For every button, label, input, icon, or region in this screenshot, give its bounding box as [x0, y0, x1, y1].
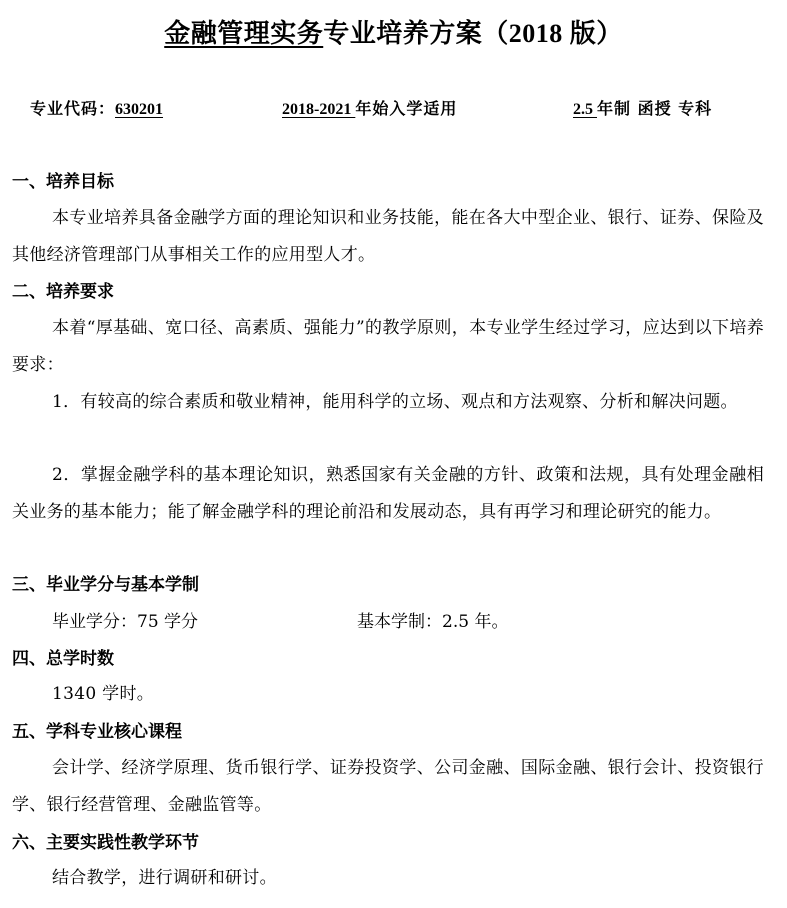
total-hours-value: 1340 学时。 — [52, 684, 155, 704]
applicable-years — [282, 96, 457, 122]
program-duration: 基本学制：2.5 年。 — [357, 612, 509, 632]
graduation-credits: 毕业学分：75 学分 — [52, 612, 199, 632]
requirements-intro-paragraph: 本着“厚基础、宽口径、高素质、强能力”的教学原则，本专业学生经过学习，应达到以下培养要求： — [12, 318, 764, 375]
study-mode-text: 年制 函授 专科 — [597, 99, 713, 118]
requirement-item-1: 1．有较高的综合素质和敬业精神，能用科学的立场、观点和方法观察、分析和解决问题。 — [52, 392, 738, 412]
section-heading-core-courses: 五、学科专业核心课程 — [12, 722, 182, 742]
title-rest: 专业培养方案（ — [323, 19, 509, 49]
program-code-label: 专业代码： — [30, 99, 116, 118]
applicable-years-value: 2018-2021 — [282, 101, 356, 118]
title-program-name: 金融管理实务 — [164, 19, 324, 49]
program-code — [30, 96, 163, 122]
page-title — [0, 14, 787, 54]
objectives-paragraph: 本专业培养具备金融学方面的理论知识和业务技能，能在各大中型企业、银行、证券、保险及其他经济管理部门从事相关工作的应用型人才。 — [12, 208, 764, 265]
study-mode — [573, 96, 712, 122]
section-heading-requirements: 二、培养要求 — [12, 282, 114, 302]
title-close: ） — [596, 19, 623, 49]
section-heading-total-hours: 四、总学时数 — [12, 649, 114, 669]
section-heading-credits: 三、毕业学分与基本学制 — [12, 575, 199, 595]
section-heading-practice: 六、主要实践性教学环节 — [12, 833, 199, 853]
applicable-years-text: 年始入学适用 — [355, 99, 458, 118]
study-length-value: 2.5 — [573, 101, 597, 118]
section-heading-objectives: 一、培养目标 — [12, 172, 114, 192]
program-code-value: 630201 — [115, 101, 164, 118]
requirement-item-2: 2．掌握金融学科的基本理论知识，熟悉国家有关金融的方针、政策和法规，具有处理金融相关业务的基本能力；能了解金融学科的理论前沿和发展动态，具有再学习和理论研究的能力。 — [12, 465, 764, 522]
practice-paragraph: 结合教学，进行调研和研讨。 — [52, 868, 277, 888]
core-courses-paragraph: 会计学、经济学原理、货币银行学、证券投资学、公司金融、国际金融、银行会计、投资银行学、银行经营管理、金融监管等。 — [12, 758, 764, 815]
title-version: 2018 版 — [508, 19, 597, 48]
